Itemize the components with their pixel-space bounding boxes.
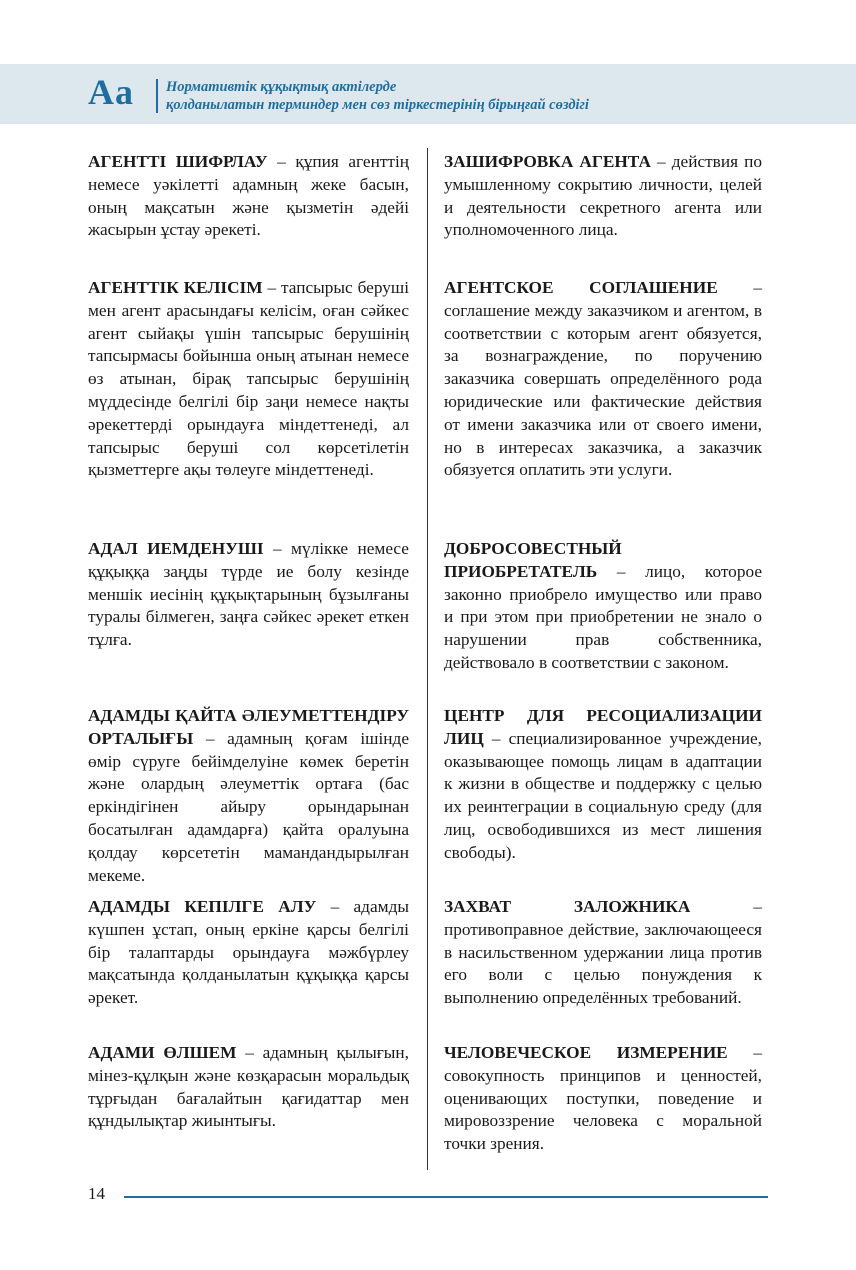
term-kk: АДАМДЫ КЕПІЛГЕ АЛУ bbox=[88, 897, 317, 916]
entry-kk-5 bbox=[88, 896, 409, 1010]
header-title bbox=[166, 78, 589, 114]
term-kk: АГЕНТТІ ШИФРЛАУ bbox=[88, 152, 268, 171]
definition-ru: – соглашение между заказчиком и агентом, в соответствии с которым агент обязуется, за вознаграждение, по поручению заказчика совершать определённого рода юридические или фактические действия от имени заказчика или от своего имени, но в интересах заказчика, а заказчик обязуется оплатить эти услуги. bbox=[444, 278, 762, 480]
entry-kk-1 bbox=[88, 151, 409, 242]
term-kk: АДАЛ ИЕМДЕНУШІ bbox=[88, 539, 264, 558]
column-divider bbox=[427, 148, 428, 1170]
term-ru: ЦЕНТР ДЛЯ РЕСОЦИАЛИЗАЦИИ ЛИЦ bbox=[444, 706, 762, 748]
term-kk: АДАМИ ӨЛШЕМ bbox=[88, 1043, 237, 1062]
definition-ru: – лицо, которое законно приобрело имущество или право и при этом при приобретении не знало о нарушении прав собственника, действовало в соответствии с законом. bbox=[444, 561, 762, 672]
entry-ru-6 bbox=[444, 1042, 762, 1156]
entry-ru-2 bbox=[444, 277, 762, 482]
term-ru: ЗАШИФРОВКА АГЕНТА bbox=[444, 152, 651, 171]
entry-kk-2 bbox=[88, 277, 409, 482]
term-ru: ДОБРОСОВЕСТНЫЙ ПРИОБРЕТАТЕЛЬ bbox=[444, 539, 622, 581]
page-number: 14 bbox=[88, 1184, 105, 1203]
definition-kk: – адамның қоғам ішінде өмір сүруге бейімделуіне көмек беретін және олардың әлеуметтік ортаға (бас еркіндігінен айыру орындарынан босатылған адамдарға) қайта оралуына қолдау көрсететін мамандандырылған мекеме. bbox=[88, 728, 409, 885]
entry-ru-4 bbox=[444, 705, 762, 865]
definition-kk: – адамды күшпен ұстап, оның еркіне қарсы белгілі бір талаптарды орындауға мәжбүрлеу мақсатында қолданылатын құқыққа қарсы әрекет. bbox=[88, 897, 409, 1008]
header-separator bbox=[156, 79, 158, 113]
entry-kk-3 bbox=[88, 538, 409, 652]
entry-ru-3 bbox=[444, 538, 762, 675]
term-ru: ЧЕЛОВЕЧЕСКОЕ ИЗМЕРЕНИЕ bbox=[444, 1043, 728, 1062]
term-kk: АГЕНТТІК КЕЛІСІМ bbox=[88, 278, 263, 297]
definition-kk: – адамның қылығын, мінез-құлқын және көзқарасын моральдық тұрғыдан бағалайтын қағидаттар мен құндылықтар жиынтығы. bbox=[88, 1043, 409, 1131]
entry-kk-4 bbox=[88, 705, 409, 887]
definition-kk: – мүлікке немесе құқыққа заңды түрде ие болу кезінде меншік иесінің құқықтарының бұзылғаны туралы білмеген, заңға сәйкес әрекет еткен тұлға. bbox=[88, 539, 409, 650]
entry-kk-6 bbox=[88, 1042, 409, 1133]
definition-ru: – совокупность принципов и ценностей, оценивающих поступки, поведение и мировоззрение человека с моральной точки зрения. bbox=[444, 1043, 762, 1154]
header-title-line2: қолданылатын терминдер мен сөз тіркестерінің бірыңғай сөздігі bbox=[166, 97, 589, 113]
header-title-line1: Нормативтік құқықтық актілерде bbox=[166, 79, 397, 95]
definition-kk: – құпия агенттің немесе уәкілетті адамның жеке басын, оның мақсатын және қызметін әдейі жасырын ұстау әрекеті. bbox=[88, 152, 409, 240]
entry-ru-1 bbox=[444, 151, 762, 242]
definition-kk: – тапсырыс беруші мен агент арасындағы келісім, оған сәйкес агент сыйақы үшін тапсырыс берушінің тапсырмасы бойынша оның атынан немесе өз атынан, бірақ тапсырыс берушінің мүддесінде белгілі бір заңи немесе нақты әрекеттерді орындауға міндеттенеді, ал тапсырыс беруші сол көрсетілетін қызметтерге ақы төлеуге міндеттенеді. bbox=[88, 278, 409, 480]
footer-rule bbox=[124, 1196, 768, 1198]
term-ru: АГЕНТСКОЕ СОГЛАШЕНИЕ bbox=[444, 278, 718, 297]
dictionary-logo: Aa bbox=[88, 72, 134, 112]
definition-ru: – противоправное действие, заключающееся в насильственном удержании лица против его воли с целью понуждения к выполнению определённых требований. bbox=[444, 897, 762, 1008]
definition-ru: – действия по умышленному сокрытию личности, целей и деятельности секретного агента или уполномоченного лица. bbox=[444, 152, 762, 240]
definition-ru: – специализированное учреждение, оказывающее помощь лицам в адаптации к жизни в обществе и поддержку с целью их реинтеграции в социальную среду (для лиц, освободившихся из мест лишения свободы). bbox=[444, 728, 762, 862]
term-kk: АДАМДЫ ҚАЙТА ӘЛЕУМЕТТЕНДІРУ ОРТАЛЫҒЫ bbox=[88, 706, 409, 748]
term-ru: ЗАХВАТ ЗАЛОЖНИКА bbox=[444, 897, 691, 916]
entry-ru-5 bbox=[444, 896, 762, 1010]
